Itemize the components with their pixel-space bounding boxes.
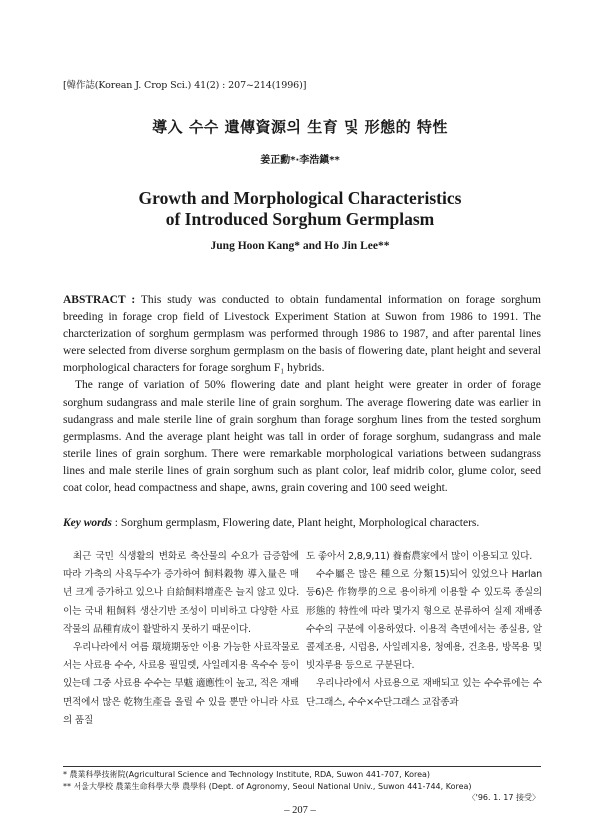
body-paragraph: 도 좋아서 2,8,9,11) 養畜農家에서 많이 이용되고 있다.: [306, 551, 533, 562]
journal-citation: [韓作誌(Korean J. Crop Sci.) 41(2) : 207~214(1996)]: [63, 80, 307, 91]
footnote-affiliation-1: * 農業科學技術院(Agricultural Science and Technology Institute, RDA, Suwon 441-707, Korea): [63, 770, 431, 779]
keywords: [63, 517, 541, 529]
abstract: [63, 292, 541, 497]
footnote-affiliation-2: ** 서울大學校 農業生命科學大學 農學科 (Dept. of Agronomy, Seoul National Univ., Suwon 441-744, Korea): [63, 781, 472, 791]
keywords-label: Key words: [63, 517, 112, 529]
footnotes: [63, 769, 541, 792]
body-column-right: [306, 548, 542, 712]
korean-authors: 姜正勳*·李浩鎭**: [260, 155, 340, 166]
abstract-text-1: This study was conducted to obtain fundamental information on forage sorghum breeding in forage crop field of Livestock Experiment Station at Suwon from 1986 to 1991. The charcterization of sorghum germplasm was performed through 1986 to 1987, and after parental lines were selected from diverse sorghum germplasm on the basis of flowering date, plant height and several morphological characters for forage sorghum F₁ hybrids.: [63, 294, 541, 375]
english-authors: Jung Hoon Kang* and Ho Jin Lee**: [210, 240, 390, 252]
keywords-text: : Sorghum germplasm, Flowering date, Plant height, Morphological characters.: [111, 517, 480, 529]
page-number: – 207 –: [284, 805, 316, 816]
body-paragraph: 최근 국민 식생활의 변화로 축산물의 수요가 급증함에 따라 가축의 사육두수가 증가하여 飼料穀物 導入量은 매년 크게 증가하고 있으나 自給飼料增產은 늘지 않고 있다. 이는 국내 粗飼料 생산기반 조성이 미비하고 다양한 사료작물의 品種育成이 활발하지 못하기 때문이다.: [63, 551, 299, 635]
received-date: 〈'96. 1. 17 接受〉: [467, 793, 540, 802]
abstract-label: ABSTRACT :: [63, 294, 136, 306]
abstract-paragraph-2: The range of variation of 50% flowering date and plant height were greater in order of forage sorghum sudangrass and male sterile line of grain sorghum. The average flowering date was earlier in sudangrass and male sterile line of grain sorghum than forage sorghum lines from the tested sorghum germplasms. And the average plant height was tall in order of forage sorghum, sudangrass and male sterile lines of grain sorghum. There were remarkable morphological variations between sudangrass lines and male sterile lines of grain sorghum such as plant color, leaf midrib color, glume color, seed coat color, head compactness and shape, awns, grain covering and 100 seed weight.: [63, 379, 541, 495]
body-paragraph: 우리나라에서 사료용으로 재배되고 있는 수수류에는 수단그래스, 수수×수단그래스 교잡종과: [306, 678, 542, 708]
footnote-divider: [63, 766, 541, 767]
body-paragraph: 우리나라에서 여름 環境期동안 이용 가능한 사료작물로서는 사료용 수수, 사료용 필밀렛, 사일레지용 옥수수 등이 있는데 그중 사료용 수수는 旱魃 適應性이 높고, 적은 재배면적에서 많은 乾物生產을 올릴 수 있을 뿐만 아니라 사료의 품질: [63, 642, 299, 726]
body-column-left: [63, 548, 299, 730]
abstract-paragraph-1: [63, 292, 541, 377]
korean-title: 導入 수수 遺傳資源의 生育 및 形態的 特性: [152, 118, 448, 136]
body-paragraph: 수수屬은 많은 種으로 分類15)되어 있었으나 Harlan 등6)은 作物學的으로 용이하게 이용할 수 있도록 종실의 形態的 特性에 따라 몇가지 형으로 분류하여 실제 재배종 수수의 구분에 이용하였다. 이용적 측면에서는 종실용, 알콜제조용, 시럽용, 사일레지용, 청예용, 건초용, 방목용 및 빗자루용 등으로 구분된다.: [306, 569, 542, 672]
english-title-line2: of Introduced Sorghum Germplasm: [165, 209, 435, 229]
english-title: [0, 188, 600, 230]
english-title-line1: Growth and Morphological Characteristics: [138, 188, 462, 208]
